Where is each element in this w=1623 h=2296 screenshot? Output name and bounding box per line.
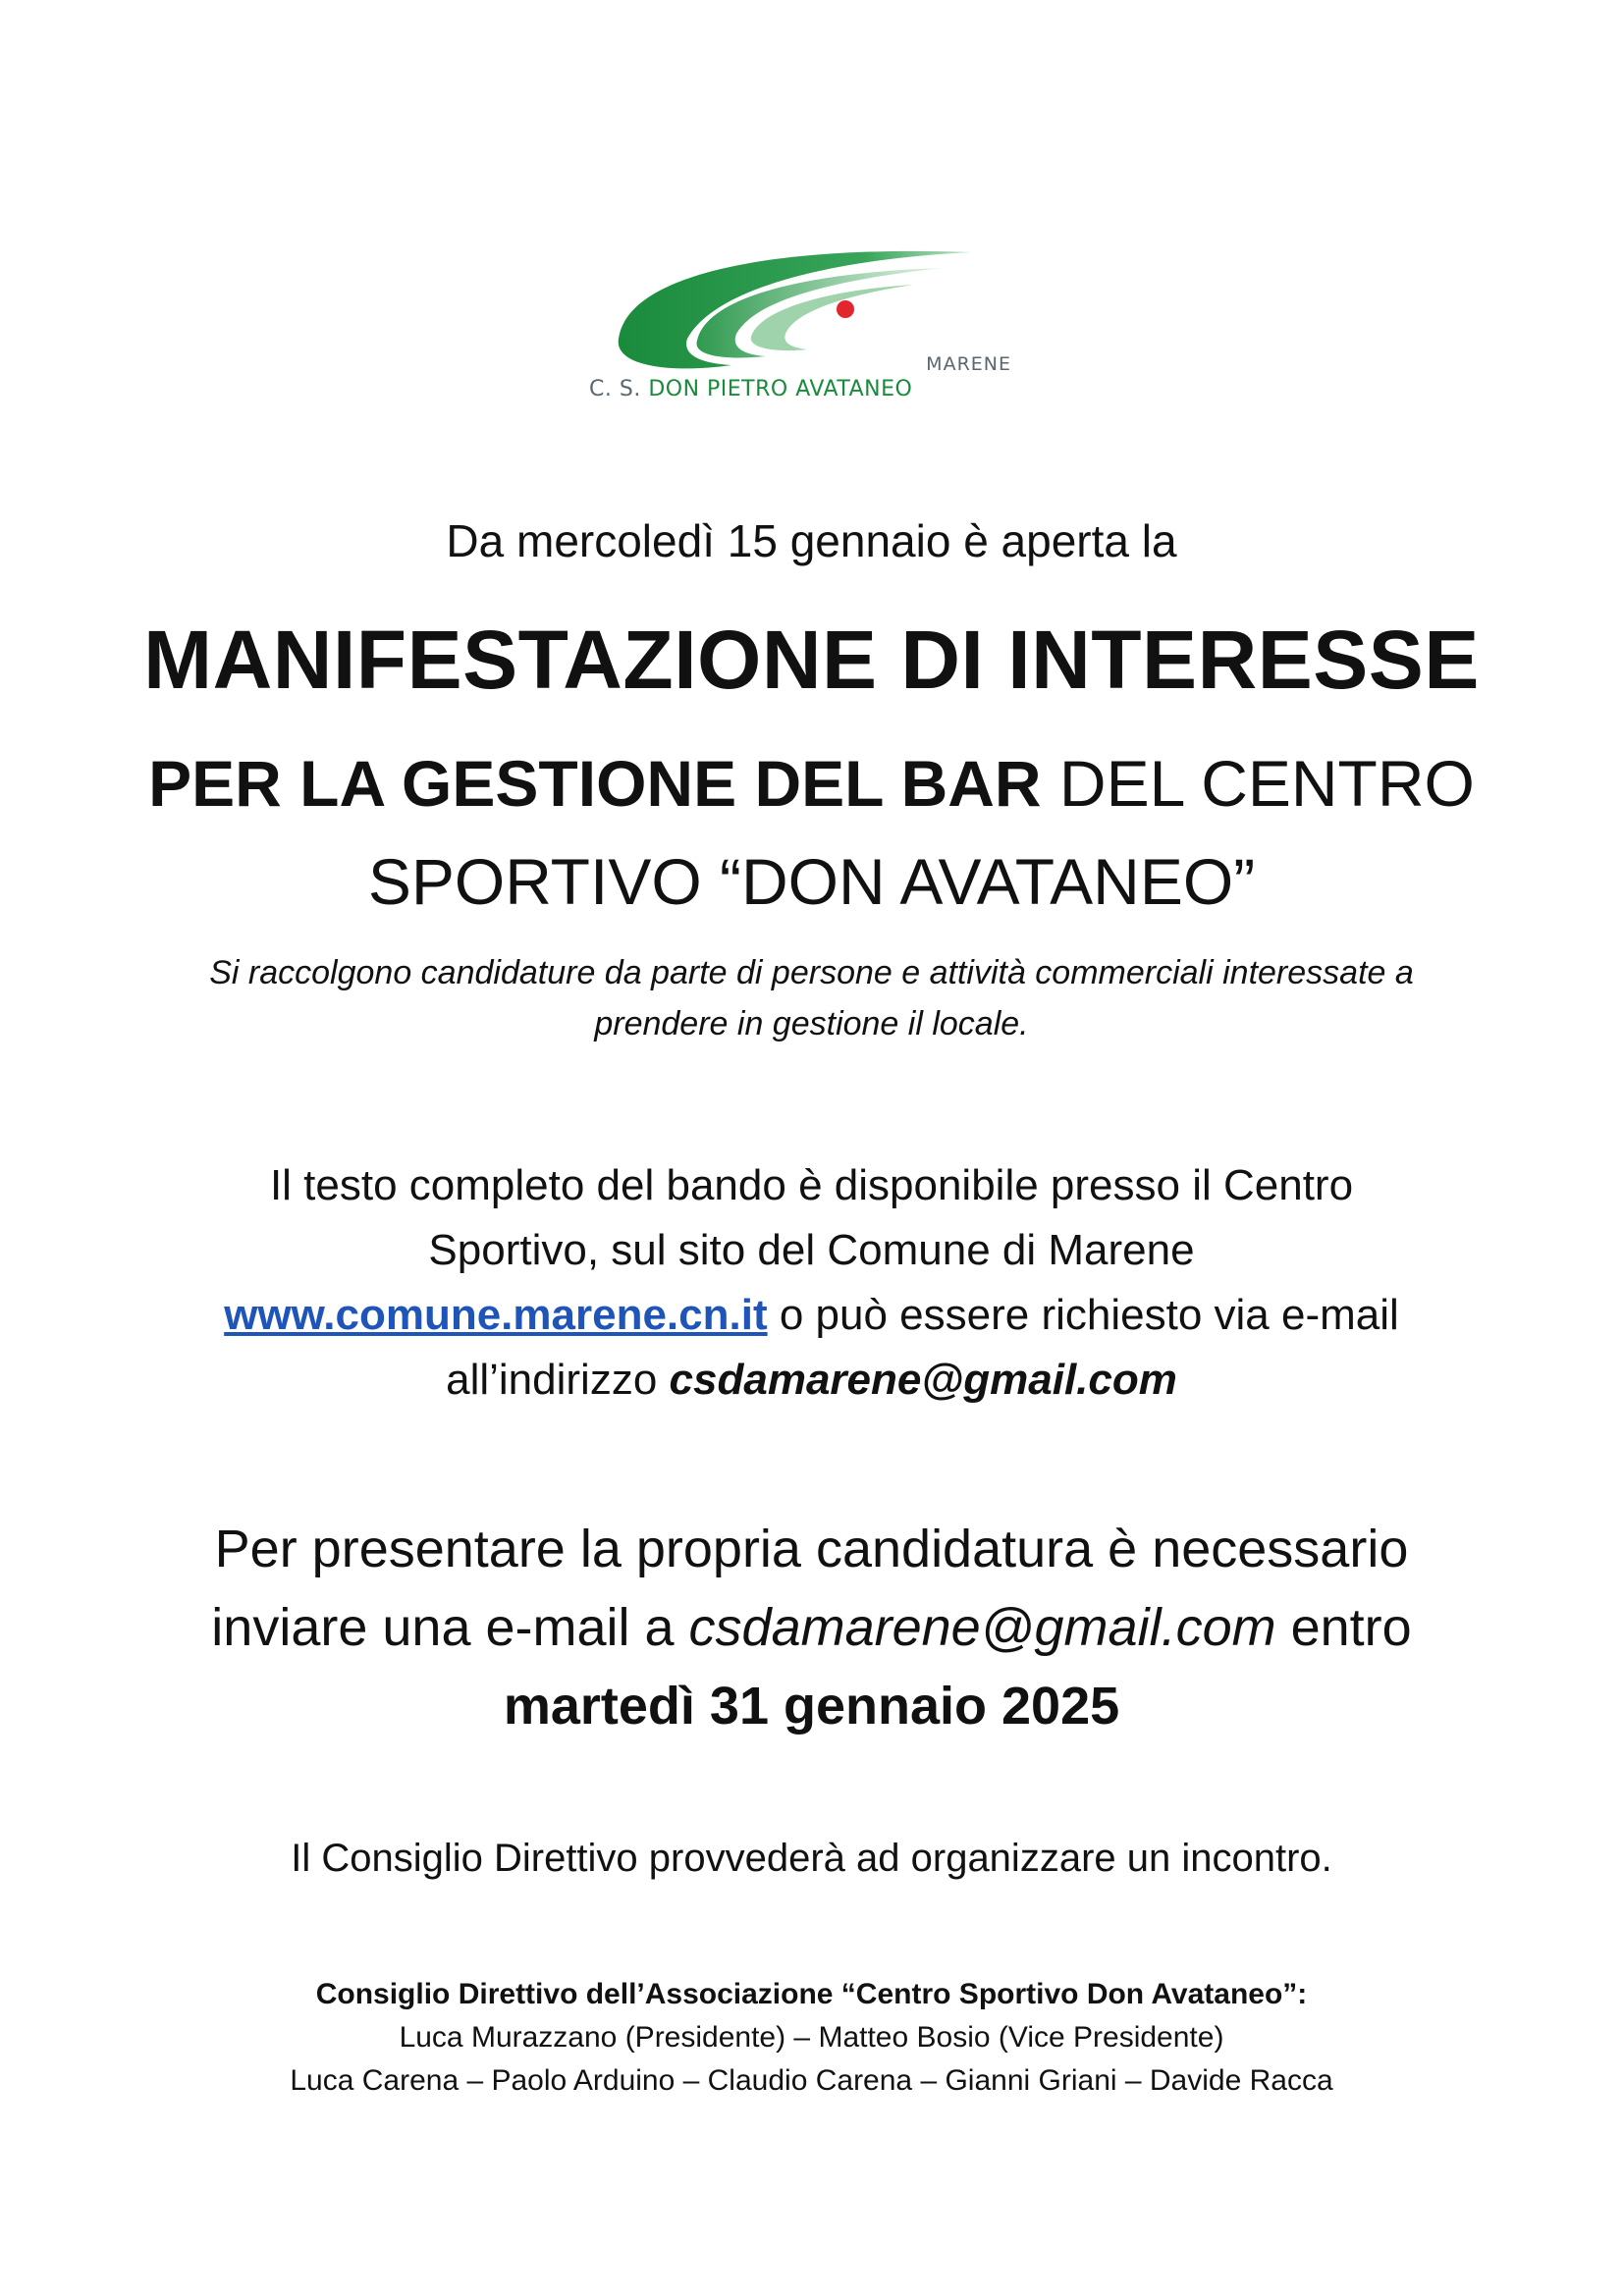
info-paragraph [0, 1153, 1623, 1413]
board-line-1: Luca Murazzano (Presidente) – Matteo Bosio (Vice Presidente) [399, 2021, 1224, 2054]
info-line-3-rest: o può essere richiesto via e-mail [767, 1291, 1399, 1339]
logo-dot [837, 300, 854, 318]
logo-org-prefix: C. S. [589, 377, 641, 401]
subtitle-bold: PER LA GESTIONE DEL BAR [148, 747, 1042, 820]
subtitle [0, 734, 1623, 931]
apply-line-2-suffix: entro [1275, 1598, 1412, 1657]
info-line-1: Il testo completo del bando è disponibile presso il Centro [269, 1161, 1354, 1209]
info-line-2: Sportivo, sul sito del Comune di Marene [428, 1226, 1195, 1274]
lead-line-2: prendere in gestione il locale. [594, 1005, 1029, 1042]
council-note: Il Consiglio Direttivo provvederà ad organizzare un incontro. [291, 1837, 1332, 1880]
intro-text: Da mercoledì 15 gennaio è aperta la [446, 515, 1177, 566]
lead-paragraph [0, 947, 1623, 1049]
contact-email: csdamarene@gmail.com [669, 1356, 1177, 1404]
page-title: MANIFESTAZIONE DI INTERESSE [143, 614, 1480, 706]
board-members [0, 1973, 1623, 2103]
board-line-2: Luca Carena – Paolo Arduino – Claudio Carena – Gianni Griani – Davide Racca [290, 2064, 1333, 2097]
subtitle-line-2: SPORTIVO “DON AVATANEO” [367, 845, 1256, 918]
comune-website-link[interactable]: www.comune.marene.cn.it [224, 1291, 768, 1339]
logo-town: MARENE [926, 353, 1011, 375]
apply-paragraph [0, 1510, 1623, 1745]
board-heading: Consiglio Direttivo dell’Associazione “Centro Sportivo Don Avataneo”: [315, 1978, 1308, 2010]
lead-line-1: Si raccolgono candidature da parte di persone e attività commerciali interessate a [209, 954, 1414, 991]
info-line-3 [0, 1283, 1623, 1348]
deadline-date: martedì 31 gennaio 2025 [503, 1677, 1120, 1735]
subtitle-line-1 [0, 734, 1623, 832]
apply-email: csdamarene@gmail.com [688, 1598, 1276, 1657]
apply-line-2 [0, 1588, 1623, 1667]
subtitle-normal: DEL CENTRO [1041, 747, 1475, 820]
logo-org-name [589, 377, 1011, 401]
logo-org-title: DON PIETRO AVATANEO [648, 377, 913, 401]
info-line-4-prefix: all’indirizzo [446, 1356, 670, 1404]
info-line-4 [0, 1348, 1623, 1413]
apply-line-1: Per presentare la propria candidatura è necessario [214, 1520, 1409, 1578]
apply-line-2-prefix: inviare una e-mail a [211, 1598, 689, 1657]
